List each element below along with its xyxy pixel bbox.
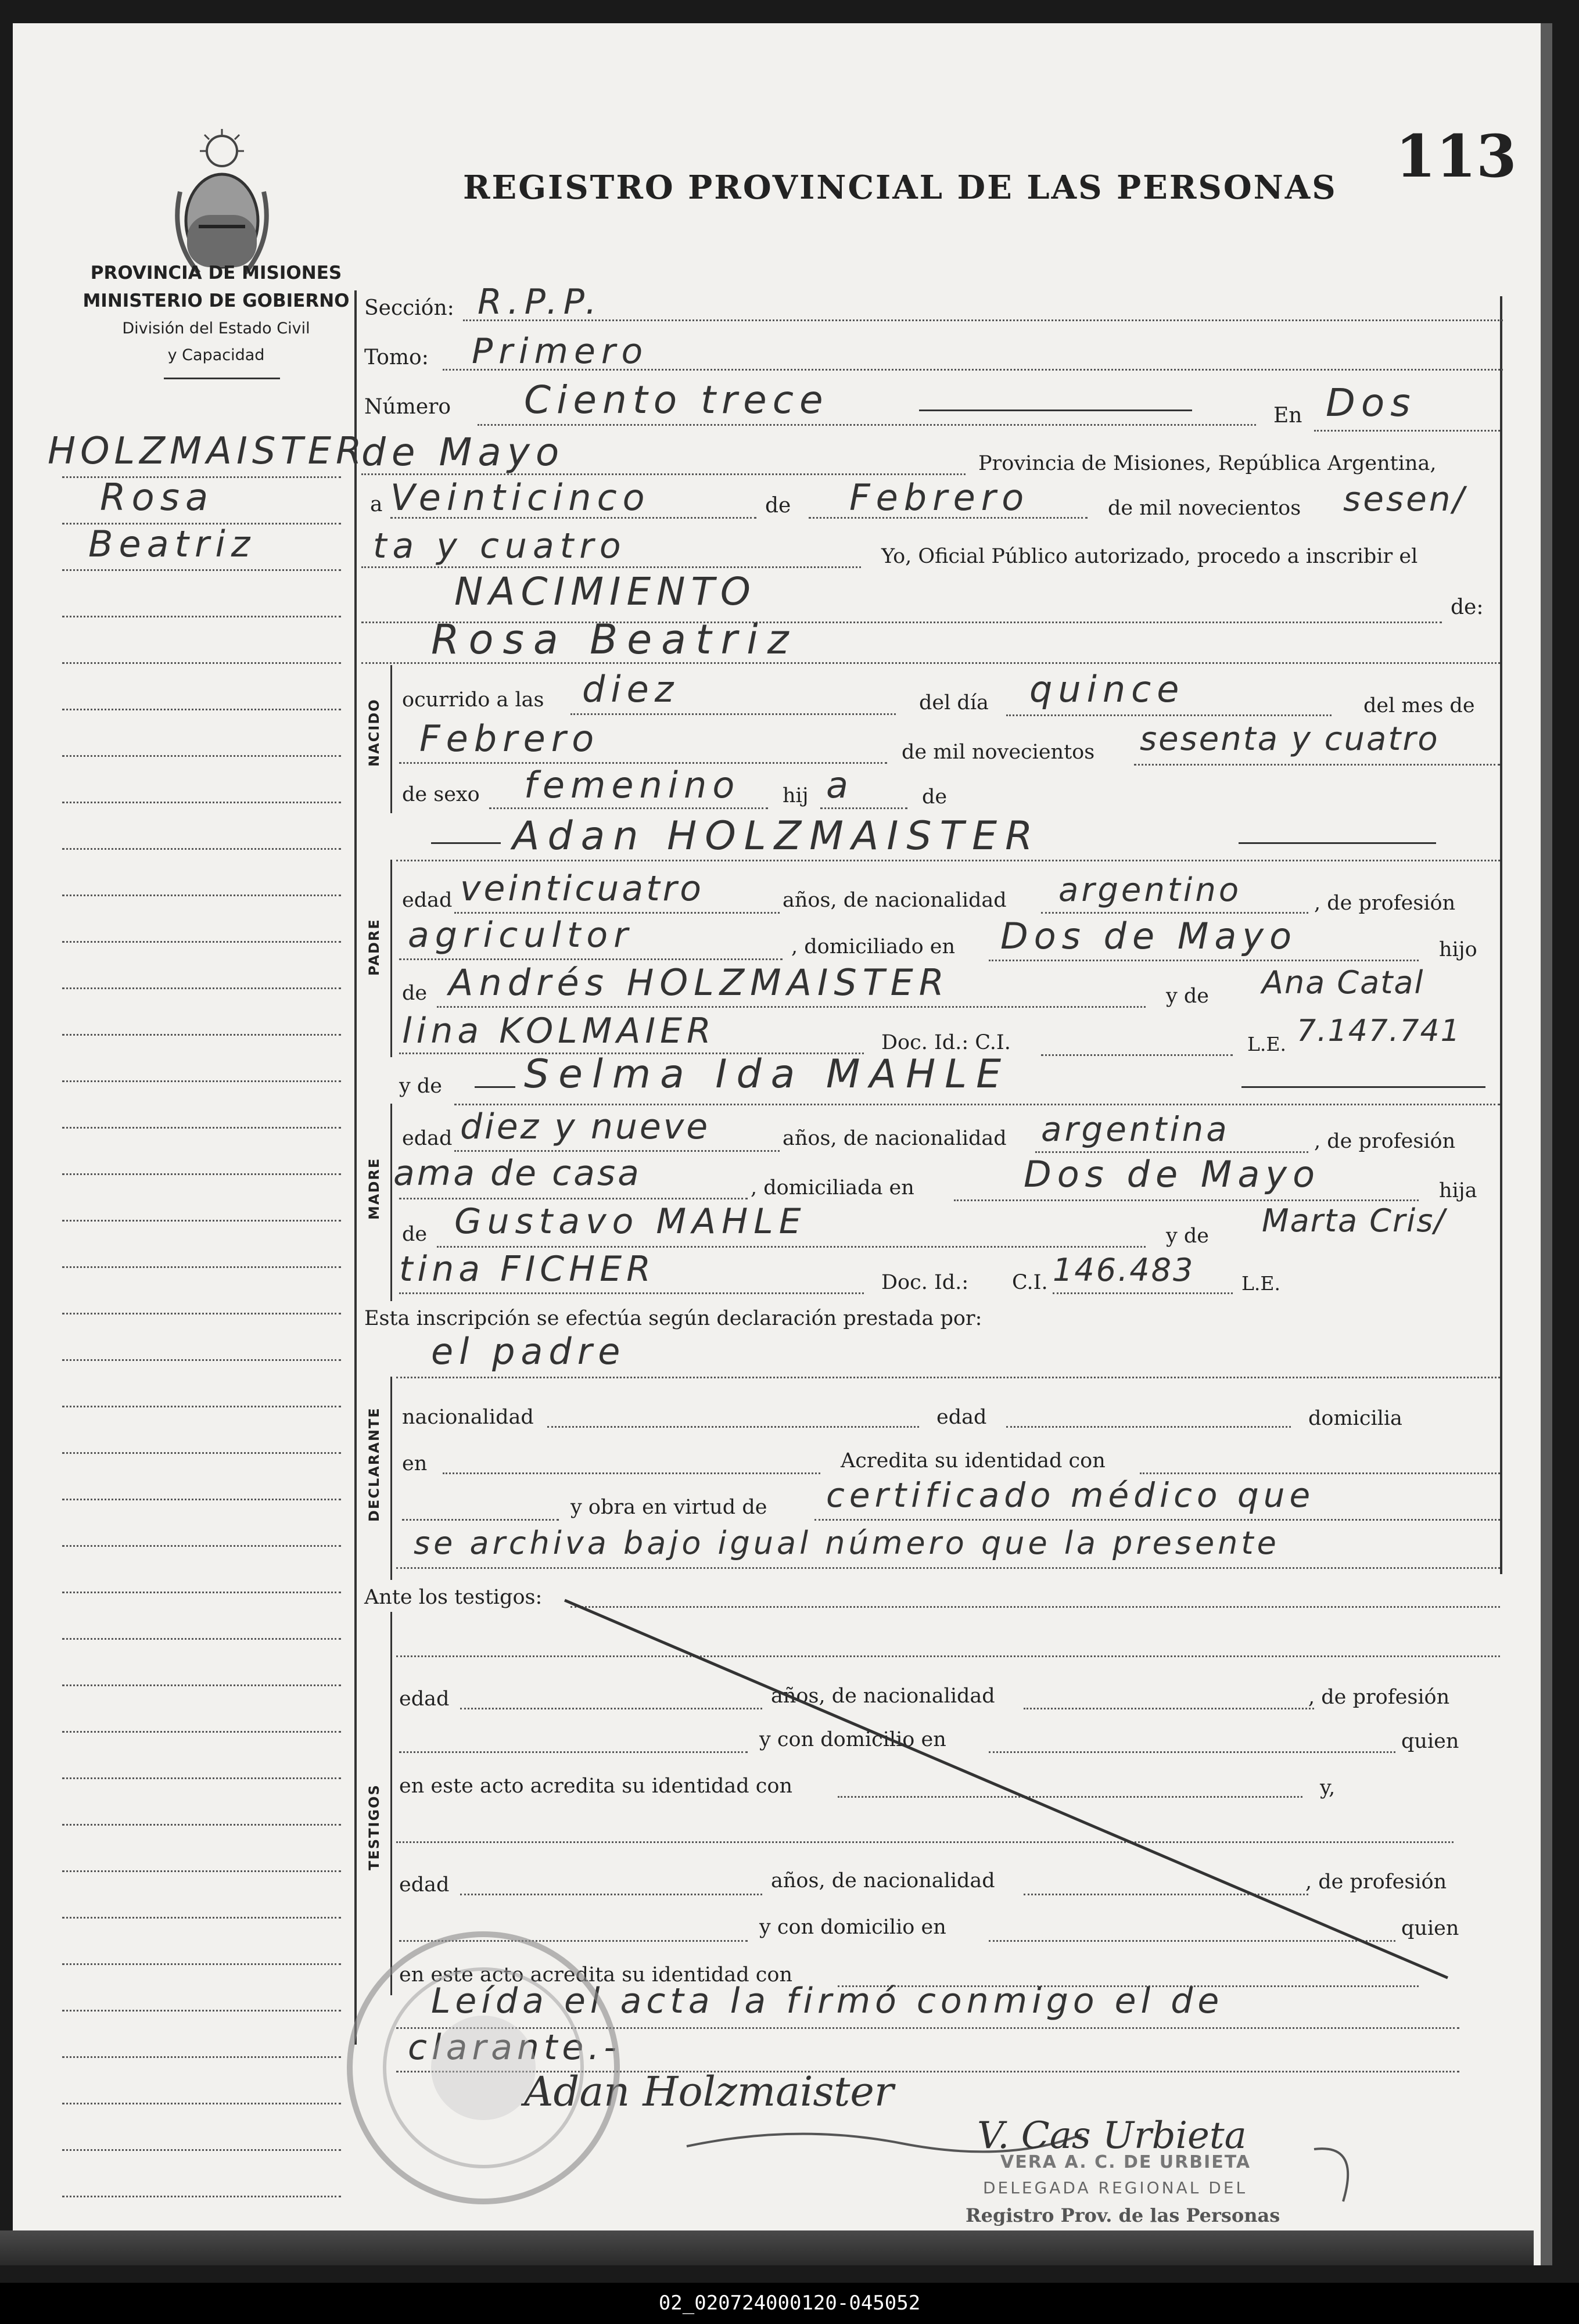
t2-prof-label: , de profesión <box>1305 1870 1447 1894</box>
t1-y-label: y, <box>1320 1776 1336 1799</box>
t1-dom-label: y con domicilio en <box>759 1728 946 1751</box>
testigos-intro: Ante los testigos: <box>364 1586 543 1609</box>
t2-dom-label: y con domicilio en <box>759 1916 946 1939</box>
mother-age-value: diez y nueve <box>460 1107 710 1147</box>
hij-de-label: de <box>922 785 948 809</box>
mother-dom-label: , domiciliada en <box>751 1176 914 1199</box>
year-value-2: ta y cuatro <box>373 526 627 566</box>
paternal-grandmother-2: lina KOLMAIER <box>402 1011 716 1051</box>
father-nat-label: años, de nacionalidad <box>783 889 1007 912</box>
mother-prof-label: , de profesión <box>1314 1130 1456 1153</box>
mother-doc-label: Doc. Id.: <box>881 1271 969 1294</box>
t1-edad-label: edad <box>399 1687 450 1711</box>
tomo-label: Tomo: <box>364 346 429 369</box>
hour-value: diez <box>582 668 680 710</box>
month-value: Febrero <box>849 476 1030 519</box>
paternal-grandfather: Andrés HOLZMAISTER <box>448 961 950 1004</box>
padre-section-label: PADRE <box>366 918 382 976</box>
act-value: NACIMIENTO <box>454 569 756 614</box>
father-signature: Adan Holzmaister <box>524 2068 894 2115</box>
numero-value: Ciento trece <box>524 378 829 422</box>
t1-quien-label: quien <box>1401 1730 1459 1753</box>
mother-nat-label: años, de nacionalidad <box>783 1127 1007 1150</box>
document-title: REGISTRO PROVINCIAL DE LAS PERSONAS <box>463 168 1337 207</box>
mother-le-label: L.E. <box>1241 1272 1280 1295</box>
birth-month-label: del mes de <box>1363 694 1475 717</box>
capacity-label: y Capacidad <box>167 346 265 364</box>
birth-year-value: sesenta y cuatro <box>1140 720 1440 758</box>
margin-note-first-name: Rosa <box>100 476 214 519</box>
hij-label: hij <box>783 784 809 807</box>
hour-label: ocurrido a las <box>402 688 544 712</box>
nacido-section-label: NACIDO <box>366 698 382 767</box>
decl-obra-value-2: se archiva bajo igual número que la presente <box>414 1525 1280 1561</box>
mother-y-de-label: y de <box>399 1075 443 1098</box>
t2-edad-label: edad <box>399 1873 450 1896</box>
page-number: 113 <box>1395 122 1517 191</box>
book-binding <box>0 2230 1534 2265</box>
decl-acredita-label: Acredita su identidad con <box>841 1449 1106 1472</box>
year-label: de mil novecientos <box>1108 497 1301 520</box>
stamp-line-1: VERA A. C. DE URBIETA <box>1000 2152 1251 2172</box>
maternal-y-de-label: y de <box>1166 1224 1210 1248</box>
decl-en-label: en <box>402 1452 428 1475</box>
decl-dom-label: domicilia <box>1308 1407 1402 1430</box>
footer-id: 02_020724000120-045052 <box>0 2283 1579 2324</box>
mother-ci-value: 146.483 <box>1053 1252 1195 1288</box>
mother-ci-label: C.I. <box>1012 1271 1048 1294</box>
en-label: En <box>1273 404 1302 428</box>
maternal-grandmother-2: tina FICHER <box>399 1249 655 1289</box>
father-de-label: de <box>402 982 428 1005</box>
hij-value: a <box>826 764 854 806</box>
testigos-section-label: TESTIGOS <box>366 1784 382 1870</box>
seccion-value: R.P.P. <box>478 282 602 322</box>
father-le-value: 7.147.741 <box>1297 1014 1461 1048</box>
t2-nat-label: años, de nacionalidad <box>771 1869 995 1892</box>
seccion-label: Sección: <box>364 296 454 320</box>
decl-edad-label: edad <box>936 1406 987 1429</box>
numero-label: Número <box>364 395 451 419</box>
birth-day-value: quince <box>1029 668 1185 710</box>
madre-section-label: MADRE <box>366 1157 382 1220</box>
stamp-line-2: DELEGADA REGIONAL DEL <box>983 2178 1248 2197</box>
mother-prof-value: ama de casa <box>393 1153 641 1194</box>
declarante-section-label: DECLARANTE <box>366 1407 382 1522</box>
en-value: Dos <box>1326 380 1416 425</box>
round-seal-icon <box>338 1923 629 2213</box>
stamp-line-3: Registro Prov. de las Personas <box>966 2204 1280 2226</box>
father-age-value: veinticuatro <box>460 868 704 909</box>
province-text: Provincia de Misiones, República Argentina, <box>978 452 1437 475</box>
father-nat-value: argentino <box>1058 871 1242 909</box>
maternal-grandmother-1: Marta Cris/ <box>1262 1202 1446 1239</box>
father-y-de-label: y de <box>1166 985 1210 1008</box>
division-label: División del Estado Civil <box>122 319 310 337</box>
day-value: Veinticinco <box>390 476 651 519</box>
mother-age-label: edad <box>402 1127 453 1150</box>
mother-hija-label: hija <box>1439 1179 1477 1202</box>
mother-name: Selma Ida MAHLE <box>524 1051 1011 1097</box>
place-value: de Mayo <box>361 430 565 475</box>
signature-tail <box>1308 2138 1378 2207</box>
official-signature: V. Cas Urbieta <box>977 2114 1247 2157</box>
father-le-label: L.E. <box>1247 1033 1286 1055</box>
ministry-label: MINISTERIO DE GOBIERNO <box>82 290 350 311</box>
margin-note-surname: HOLZMAISTER <box>48 430 367 473</box>
t1-acredita-label: en este acto acredita su identidad con <box>399 1775 793 1798</box>
father-name: Adan HOLZMAISTER <box>512 813 1041 859</box>
decl-obra-label: y obra en virtud de <box>570 1496 767 1519</box>
closing-line-1: Leída el acta la firmó conmigo el de <box>431 1981 1224 2021</box>
a-label: a <box>370 493 383 516</box>
father-age-label: edad <box>402 889 453 912</box>
paternal-grandmother-1: Ana Catal <box>1262 964 1424 1001</box>
decl-obra-value-1: certificado médico que <box>826 1475 1315 1515</box>
t2-quien-label: quien <box>1401 1917 1459 1940</box>
year-value-1: sesen/ <box>1343 479 1467 519</box>
official-text: Yo, Oficial Público autorizado, procedo a inscribir el <box>881 545 1418 568</box>
t1-nat-label: años, de nacionalidad <box>771 1684 995 1708</box>
father-prof-value: agricultor <box>408 915 634 956</box>
father-dom-value: Dos de Mayo <box>1000 915 1298 957</box>
de-label: de <box>765 494 791 518</box>
registered-name: Rosa Beatriz <box>431 616 798 663</box>
de-colon: de: <box>1451 595 1484 619</box>
sex-value: femenino <box>524 764 741 806</box>
mother-nat-value: argentina <box>1041 1109 1230 1149</box>
father-hijo-label: hijo <box>1439 938 1477 961</box>
province-label: PROVINCIA DE MISIONES <box>90 263 342 283</box>
birth-day-label: del día <box>919 691 989 714</box>
declarante-intro: Esta inscripción se efectúa según declaración prestada por: <box>364 1307 982 1330</box>
closing-line-2: clarante.- <box>408 2027 622 2068</box>
father-doc-label: Doc. Id.: C.I. <box>881 1031 1011 1054</box>
sex-label: de sexo <box>402 783 480 806</box>
tomo-value: Primero <box>472 331 649 372</box>
strike-line <box>13 23 1541 2265</box>
maternal-grandfather: Gustavo MAHLE <box>454 1201 807 1242</box>
birth-month-value: Febrero <box>419 717 600 760</box>
father-prof-label: , de profesión <box>1314 892 1456 915</box>
margin-note-second-name: Beatriz <box>88 523 256 565</box>
mother-de-label: de <box>402 1223 428 1246</box>
t1-prof-label: , de profesión <box>1308 1686 1450 1709</box>
declarante-value: el padre <box>431 1330 626 1373</box>
decl-nat-label: nacionalidad <box>402 1406 534 1429</box>
father-dom-label: , domiciliado en <box>791 935 956 958</box>
mother-dom-value: Dos de Mayo <box>1024 1153 1321 1195</box>
t2-acredita-label: en este acto acredita su identidad con <box>399 1963 793 1987</box>
document-page <box>13 23 1552 2265</box>
birth-year-label: de mil novecientos <box>902 741 1095 764</box>
